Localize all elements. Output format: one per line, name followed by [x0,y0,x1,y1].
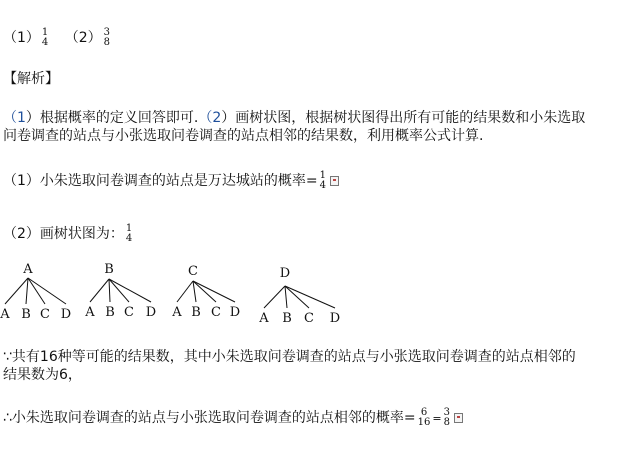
step-1-fraction: 1 4 [319,170,327,191]
intro-part-2: ）画树状图，根据树状图得出所有可能的结果数和小朱选取 [221,110,586,126]
tree-leaf-d: D [329,311,341,326]
broken-image-icon [330,176,339,186]
step-2-text: （2）画树状图为： [3,226,124,242]
conclusion-2 [3,408,463,428]
tree-leaf-c: C [124,305,134,320]
conclusion-1-line2: 结果数为6， [3,367,82,383]
tree-leaf-d: D [229,305,241,320]
conclusion-2-text: ∴小朱选取问卷调查的站点与小张选取问卷调查的站点相邻的概率= [3,410,416,426]
analysis-heading: 【解析】 [3,71,59,87]
conclusion-2-equals: = [432,412,442,425]
intro-part-1: ）根据概率的定义回答即可. [25,110,199,126]
intro-marker-1: （1 [3,110,26,126]
step-2-fraction: 1 4 [125,223,133,244]
tree-diagram [0,262,360,332]
tree-branch [109,279,110,302]
tree-root-a: A [23,262,33,277]
tree-leaf-c: C [211,305,221,320]
tree-leaf-d: D [60,307,72,322]
tree-branch [177,281,193,302]
tree-root-d: D [279,266,291,281]
conclusion-2-fraction-1: 6 16 [417,407,431,428]
tree-leaf-b: B [105,305,115,320]
tree-branch [28,278,45,304]
answer-2-fraction: 3 8 [103,27,111,48]
tree-branch [285,286,287,308]
tree-branch [109,279,129,302]
tree-root-c: C [188,264,198,279]
tree-branch [193,281,196,302]
tree-branch [26,278,28,304]
answer-line [3,28,112,48]
conclusion-1-line1: ∵共有16种等可能的结果数，其中小朱选取问卷调查的站点与小张选取问卷调查的站点相邻的 [3,349,576,365]
tree-leaf-c: C [40,307,50,322]
answer-2-label: （2） [64,30,102,46]
tree-branch [285,286,335,308]
intro-marker-2: （2 [198,110,222,126]
tree-branch [193,281,235,302]
tree-leaf-a: A [0,307,10,322]
tree-branch [109,279,151,302]
tree-root-b: B [104,262,114,277]
analysis-intro-line1 [3,109,585,127]
analysis-intro-line2: 问卷调查的站点与小张选取问卷调查的站点相邻的结果数，利用概率公式计算. [3,128,484,144]
tree-branch [5,278,28,304]
step-1-text: （1）小朱选取问卷调查的站点是万达城站的概率= [3,173,318,189]
tree-leaf-b: B [191,305,201,320]
conclusion-2-fraction-2: 3 8 [443,407,450,428]
tree-leaf-a: A [85,305,95,320]
step-1 [3,171,339,191]
tree-branch [285,286,309,308]
tree-leaf-a: A [259,311,269,326]
broken-image-icon [454,413,463,423]
tree-leaf-d: D [145,305,157,320]
tree-branch [28,278,66,304]
tree-leaf-b: B [21,307,31,322]
tree-branch [264,286,285,308]
tree-leaf-a: A [172,305,182,320]
tree-branch [193,281,216,302]
answer-1-label: （1） [3,30,40,46]
tree-leaf-c: C [304,311,314,326]
tree-leaf-b: B [282,311,292,326]
tree-branch [90,279,109,302]
step-2 [3,224,134,244]
answer-1-fraction: 1 4 [41,27,49,48]
